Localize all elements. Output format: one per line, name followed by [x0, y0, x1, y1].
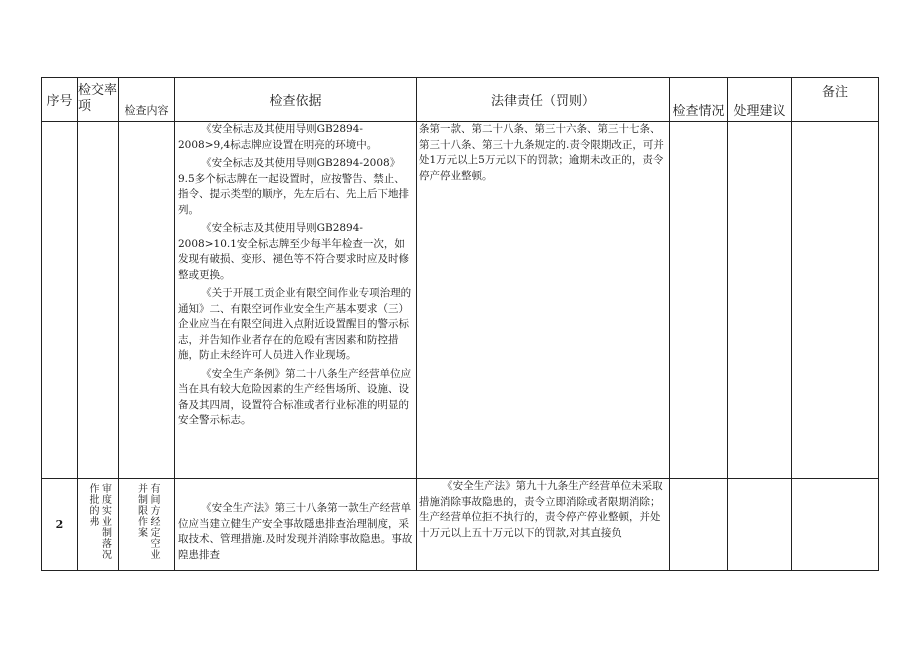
header-content-label: 检查内容	[124, 104, 169, 117]
row2-content	[119, 479, 175, 571]
row2-basis-text: 《安全生产法》第三十八条第一款生产经营单位应当建立健生产安全事故隱患排查治理制度，采取技术、管理措施.及时发现并消除事故隐患。事故隍患排查	[178, 502, 413, 561]
row1-status	[670, 122, 728, 479]
header-advice	[728, 78, 792, 122]
header-row	[42, 78, 879, 122]
row1-remark	[792, 122, 879, 479]
header-basis: 检查依据	[175, 78, 417, 122]
row1-basis-p1: 《安全标志及其使用导则GB2894-2008>9,4标志牌应设置在明亮的环境中。	[178, 123, 378, 151]
header-status-label: 检查情况	[672, 104, 725, 119]
row2-advice	[728, 479, 792, 571]
row2-content-text: 有间方经定空业并制限作案	[135, 483, 159, 560]
row2-item	[78, 479, 119, 571]
header-item-label: 检交率项	[78, 83, 118, 114]
row1-basis-p4: 《关于开展工贡企业有限空间作业专项治理的通知》二、有限空诃作业安全生产基本要求（三）企业应当在有限空间进入点附近设置醒目的警示标志，并告知作业者存在的危殴有害因素和防控措施，防止未经许可人员进入作业现场。	[178, 287, 412, 361]
header-item	[78, 78, 119, 122]
row1-basis-p3: 《安全标志及其使用导则GB2894-2008>10.1安全标志牌至少每半年检查一次，如发现有破损、变形、褪色等不符合要求时应及时修整或更换。	[178, 222, 409, 281]
header-liability: 法律责任（罚则）	[417, 78, 670, 122]
row2-liability-text: 《安全生产法》第九十九条生产经营单位未采取措施消除事故隐患的，责令立即消除或者限期消除；生产经营单位拒不执行的，责令停产停业整顿，并处十万元以上五十万元以下的罚款,对其直接负	[419, 480, 663, 539]
row1-seq	[42, 122, 78, 479]
header-advice-label: 处理建议	[733, 104, 786, 119]
header-remark	[792, 78, 879, 122]
row2-seq: 2	[42, 479, 78, 571]
header-seq: 序号	[42, 78, 78, 122]
row1-liability-text: 条第一款、第二十八条、第三十六条、第三十七条、第三十八条、第三十九条规定的.责令限期改正，可并处1万元以上5万元以下的罚款；逾期未改正的，责令停产停业整顿。	[419, 123, 664, 182]
row2-remark	[792, 479, 879, 571]
row1-basis	[175, 122, 417, 479]
row1-liability	[417, 122, 670, 479]
header-content	[119, 78, 175, 122]
inspection-table	[41, 77, 879, 571]
table-row	[42, 479, 879, 571]
header-remark-label: 备注	[821, 85, 848, 100]
row1-advice	[728, 122, 792, 479]
row2-basis	[175, 479, 417, 571]
row1-basis-p5: 《安全生产条例》第二十八条生产经营单位应当在具有较大危险因素的生产经售场所、设施、设备及其四周，设置符合标准或者行业标准的明显的安全警示标志。	[178, 367, 412, 426]
row2-item-text: 审度实业制落况作批的弗	[87, 483, 111, 560]
table-row	[42, 122, 879, 479]
row1-basis-p2: 《安全标志及其使用导则GB2894-2008》9.5多个标志牌在一起设置时，应按警告、禁止、指令、提示类型的顺序，先左后右、先上后下地排列。	[178, 157, 409, 216]
row2-status	[670, 479, 728, 571]
header-status	[670, 78, 728, 122]
row1-item	[78, 122, 119, 479]
row2-liability	[417, 479, 670, 571]
row1-content	[119, 122, 175, 479]
